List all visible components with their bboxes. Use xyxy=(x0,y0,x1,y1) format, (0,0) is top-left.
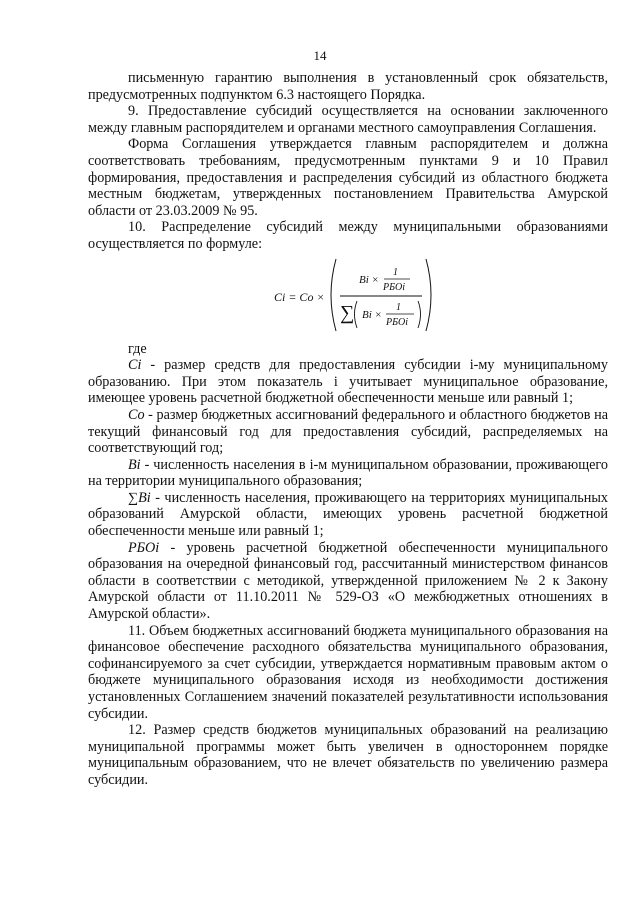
formula-den-var: Bi × xyxy=(362,308,382,321)
formula-left-paren xyxy=(331,259,336,331)
symbol-bi: Bi xyxy=(128,456,141,473)
paragraph-9: 9. Предоставление субсидий осуществляется на основании заключенного между главным распорядителем и органами местного самоуправления Соглашения. xyxy=(88,103,608,136)
definition-sum-bi xyxy=(88,490,608,540)
symbol-rbo: РБОi xyxy=(128,539,160,556)
formula-den-rbo: РБОi xyxy=(386,316,409,328)
formula-den-right-paren xyxy=(418,301,421,328)
definition-bi xyxy=(88,457,608,490)
symbol-ci: Ci xyxy=(128,357,142,374)
definition-co-text: - размер бюджетных ассигнований федерального и областного бюджетов на текущий финансовый год для предоставления субсидий, распределяемых на соответствующий год; xyxy=(88,406,608,457)
formula-lhs: Ci = Co × xyxy=(274,289,325,304)
symbol-sum-bi: ∑Bi xyxy=(128,489,151,506)
page-number: 14 xyxy=(313,48,327,63)
paragraph-continuation: письменную гарантию выполнения в установленный срок обязательств, предусмотренных подпунктом 6.3 настоящего Порядка. xyxy=(88,70,608,103)
formula-sum: ∑ xyxy=(340,301,355,324)
definition-rbo-text: - уровень расчетной бюджетной обеспеченности муниципального образования на очередной финансовый год, рассчитанный министерством финансов области в соответствии с методикой, утвержденной приложением № 2 к Закону Амурской области от 11.10.2011 № 529-ОЗ «О межбюджетных отношениях в Амурской области». xyxy=(88,539,608,623)
formula-right-paren xyxy=(426,259,431,331)
definition-ci xyxy=(88,357,608,407)
formula-den-left-paren xyxy=(355,301,358,328)
paragraph-10: 10. Распределение субсидий между муниципальными образованиями осуществляется по формуле: xyxy=(88,219,608,252)
definition-sum-bi-text: - численность населения, проживающего на территориях муниципальных образований Амурской области, имеющих уровень расчетной бюджетной обеспеченности меньше или равный 1; xyxy=(88,489,608,540)
document-body xyxy=(88,70,608,789)
definition-ci-text: - размер средств для предоставления субсидии i-му муниципальному образованию. При этом показатель i учитывает муниципальное образование, имеющее уровень расчетной бюджетной обеспеченности меньше или равный 1; xyxy=(88,357,608,407)
definition-rbo xyxy=(88,540,608,623)
symbol-co: Co xyxy=(128,406,145,423)
definition-co xyxy=(88,407,608,457)
distribution-formula xyxy=(88,255,608,335)
formula-den-one: 1 xyxy=(396,301,401,313)
formula-num-one: 1 xyxy=(393,266,398,278)
definition-bi-text: - численность населения в i-м муниципальном образовании, проживающего на территории муниципального образования; xyxy=(88,456,608,490)
where-label: где xyxy=(128,340,147,357)
formula-num-rbo: РБОi xyxy=(383,281,406,293)
formula-graphic xyxy=(274,255,434,335)
paragraph-12: 12. Размер средств бюджетов муниципальных образований на реализацию муниципальной программы может быть увеличен в одностороннем порядке муниципальным образованием, что не влечет обязательств по увеличению размера субсидии. xyxy=(88,722,608,788)
paragraph-agreement-form: Форма Соглашения утверждается главным распорядителем и должна соответствовать требованиям, предусмотренным пунктами 9 и 10 Правил формирования, предоставления и распределения субсидий из областного бюджета местным бюджетам, утвержденных постановлением Правительства Амурской области от 23.03.2009 № 95. xyxy=(88,136,608,219)
formula-num-var: Bi × xyxy=(359,273,379,286)
paragraph-11: 11. Объем бюджетных ассигнований бюджета муниципального образования на финансовое обеспечение расходного обязательства муниципального образования, софинансируемого за счет субсидии, утверждается нормативным правовым актом о бюджете муниципального образования исходя из необходимости достижения установленных Соглашением значений показателей результативности использования субсидии. xyxy=(88,622,608,722)
